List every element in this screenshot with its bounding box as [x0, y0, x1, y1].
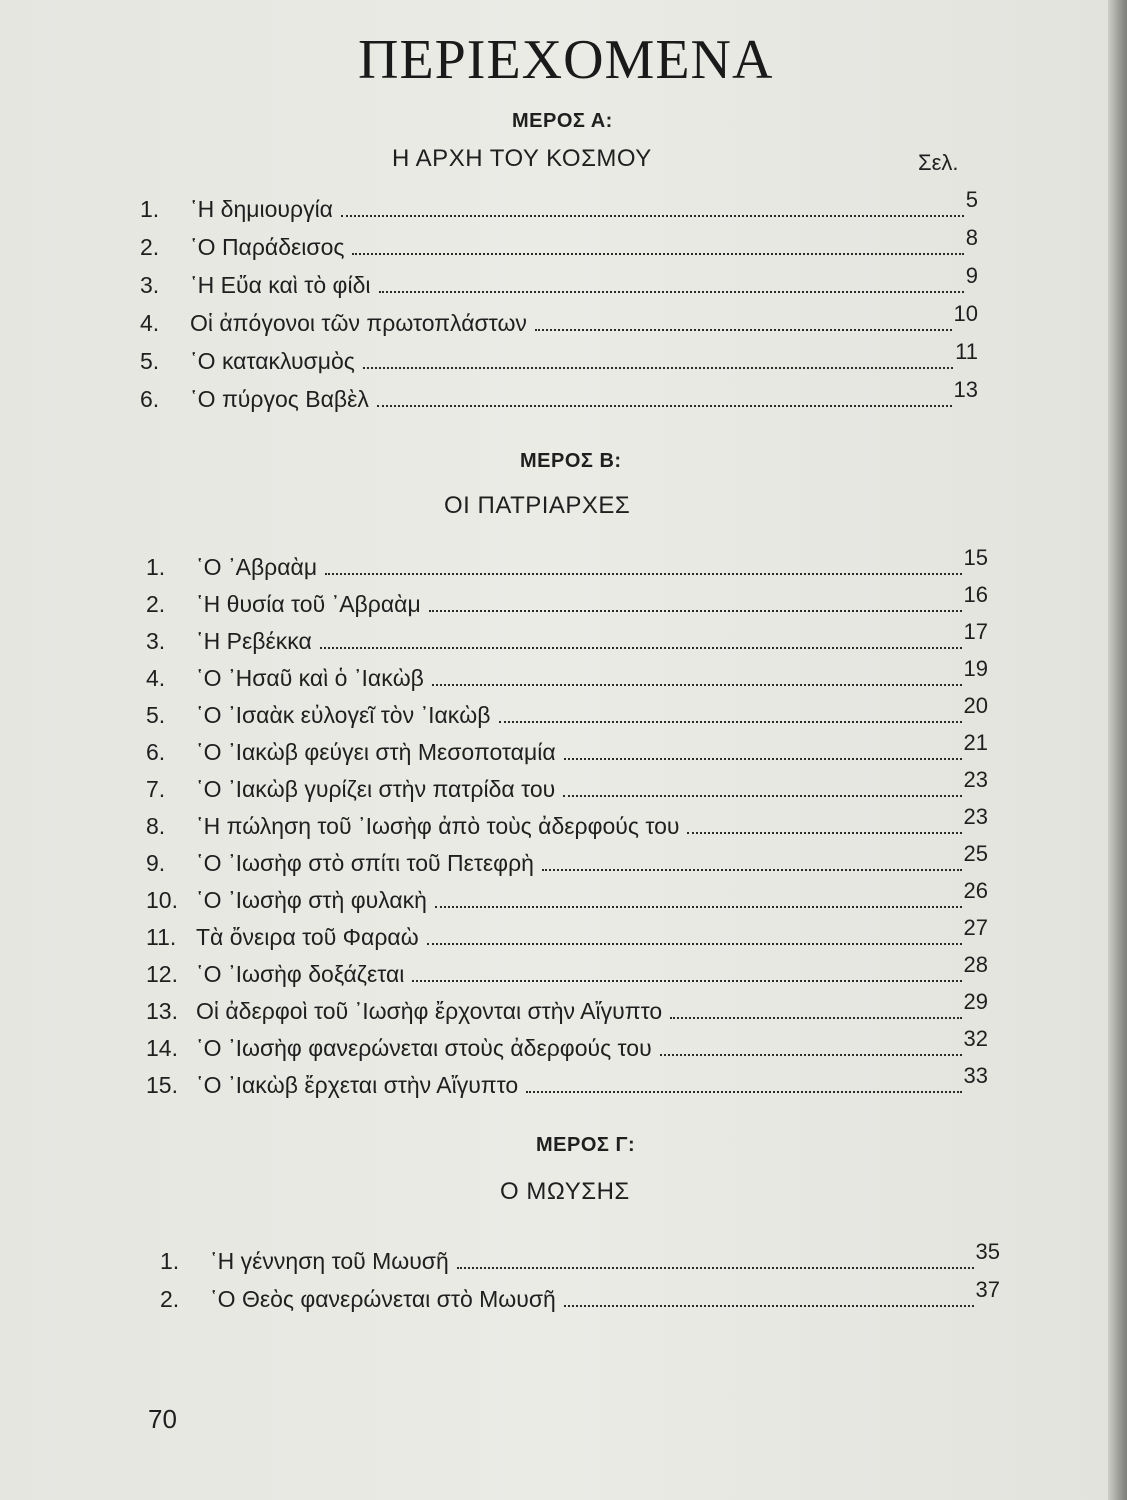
- toc-entry: [160, 1239, 1000, 1277]
- dot-leader: [379, 291, 964, 293]
- toc-entry-number: 11.: [146, 924, 177, 950]
- toc-entry-number: 1.: [160, 1248, 180, 1274]
- toc-entry: [146, 545, 988, 583]
- dot-leader: [535, 329, 952, 331]
- toc-entry: [146, 1063, 988, 1101]
- part-c-label: ΜΕΡΟΣ Γ:: [536, 1134, 636, 1156]
- toc-entry: [160, 1277, 1000, 1315]
- toc-entry: [146, 619, 988, 657]
- toc-entry-title: ῾Η γέννηση τοῦ Μωυσῆ: [210, 1248, 449, 1274]
- toc-entry: [146, 989, 988, 1027]
- toc-entry-title: ῾Η Εὔα καὶ τὸ φίδι: [190, 272, 371, 298]
- toc-entry-page: 11: [955, 339, 978, 364]
- dot-leader: [320, 647, 962, 649]
- toc-entry-page: 8: [965, 225, 978, 250]
- toc-entry-page: 29: [963, 989, 988, 1014]
- toc-entry: [140, 263, 978, 301]
- dot-leader: [499, 721, 962, 723]
- toc-entry-number: 5.: [140, 348, 160, 374]
- dot-leader: [352, 253, 963, 255]
- toc-entry-number: 6.: [140, 386, 160, 412]
- toc-entry-title: Τὰ ὄνειρα τοῦ Φαραὼ: [196, 924, 419, 950]
- toc-entry-title: ῾Η θυσία τοῦ ᾿Αβραὰμ: [196, 591, 421, 617]
- toc-entry-page: 20: [963, 693, 988, 718]
- toc-entry-title: ῾Ο ᾿Ιακὼβ ἔρχεται στὴν Αἴγυπτο: [196, 1072, 519, 1098]
- toc-entry-page: 33: [963, 1063, 988, 1088]
- toc-entry-title: ῾Η Ρεβέκκα: [196, 628, 312, 654]
- toc-entry-title: ῾Ο ᾿Ιωσὴφ φανερώνεται στοὺς ἀδερφούς του: [196, 1035, 652, 1061]
- dot-leader: [670, 1017, 961, 1019]
- toc-entry-title: ῾Ο Θεὸς φανερώνεται στὸ Μωυσῆ: [210, 1286, 556, 1312]
- dot-leader: [363, 367, 953, 369]
- toc-entry: [146, 841, 988, 879]
- toc-entry-title: ῾Ο ᾿Ιωσὴφ στὸ σπίτι τοῦ Πετεφρὴ: [196, 850, 534, 876]
- toc-entry-page: 5: [965, 187, 978, 212]
- toc-entry-number: 2.: [140, 234, 160, 260]
- dot-leader: [526, 1091, 961, 1093]
- toc-entry-number: 2.: [146, 591, 166, 617]
- page-column-label: Σελ.: [918, 150, 959, 175]
- dot-leader: [325, 573, 961, 575]
- toc-entry: [146, 767, 988, 805]
- dot-leader: [457, 1267, 974, 1269]
- toc-entry-page: 17: [963, 619, 988, 644]
- toc-entry-number: 10.: [146, 887, 178, 913]
- dot-leader: [660, 1054, 962, 1056]
- toc-entry-page: 32: [963, 1026, 988, 1051]
- toc-entry-page: 26: [963, 878, 988, 903]
- toc-entry-number: 12.: [146, 961, 178, 987]
- toc-entry-page: 27: [963, 915, 988, 940]
- toc-entry: [146, 915, 988, 953]
- toc-entry-title: ῾Η πώληση τοῦ ᾿Ιωσὴφ ἀπὸ τοὺς ἀδερφούς του: [196, 813, 680, 839]
- toc-entry-number: 14.: [146, 1035, 178, 1061]
- toc-entry-number: 4.: [140, 310, 160, 336]
- toc-entry: [140, 377, 978, 415]
- toc-entry-page: 28: [963, 952, 988, 977]
- page-edge: [1108, 0, 1127, 1500]
- toc-entry-title: ῾Ο ᾿Ιακὼβ φεύγει στὴ Μεσοποταμία: [196, 739, 556, 765]
- toc-entry-number: 5.: [146, 702, 166, 728]
- toc-entry: [146, 952, 988, 990]
- toc-entry: [140, 187, 978, 225]
- toc-entry: [146, 1026, 988, 1064]
- toc-entry-number: 6.: [146, 739, 166, 765]
- toc-entry-number: 15.: [146, 1072, 178, 1098]
- toc-entry-number: 4.: [146, 665, 166, 691]
- toc-entry-page: 35: [975, 1239, 1000, 1264]
- toc-entry-title: ῾Ο ᾿Ησαῦ καὶ ὁ ᾿Ιακὼβ: [196, 665, 424, 691]
- toc-entry: [146, 730, 988, 768]
- toc-entry-page: 15: [963, 545, 988, 570]
- toc-entry: [140, 225, 978, 263]
- dot-leader: [341, 215, 964, 217]
- toc-entry-page: 21: [963, 730, 988, 755]
- page-number: 70: [148, 1404, 177, 1434]
- toc-entry: [140, 339, 978, 377]
- toc-entry-title: ῾Ο ᾿Ισαὰκ εὐλογεῖ τὸν ᾿Ιακὼβ: [196, 702, 491, 728]
- toc-entry-page: 13: [953, 377, 978, 402]
- toc-entry-title: Οἱ ἀδερφοὶ τοῦ ᾿Ιωσὴφ ἔρχονται στὴν Αἴγυπτο: [196, 998, 663, 1024]
- toc-entry-page: 19: [963, 656, 988, 681]
- part-c-title: Ο ΜΩΥΣΗΣ: [500, 1178, 630, 1205]
- dot-leader: [432, 684, 962, 686]
- toc-entry: [140, 301, 978, 339]
- dot-leader: [377, 405, 952, 407]
- toc-entry-title: ῾Ο Παράδεισος: [190, 234, 345, 260]
- toc-entry: [146, 878, 988, 916]
- toc-entry-page: 37: [975, 1277, 1000, 1302]
- page-title: ΠΕΡΙΕΧΟΜΕΝΑ: [358, 29, 774, 91]
- toc-entry-number: 1.: [140, 196, 160, 222]
- dot-leader: [563, 795, 961, 797]
- toc-entry-page: 25: [963, 841, 988, 866]
- toc-entry-title: ῾Ο ᾿Αβραὰμ: [196, 554, 318, 580]
- dot-leader: [429, 610, 962, 612]
- toc-entry-number: 7.: [146, 776, 166, 802]
- part-a-title: Η ΑΡΧΗ ΤΟΥ ΚΟΣΜΟΥ: [392, 145, 652, 172]
- toc-entry-number: 8.: [146, 813, 166, 839]
- toc-entry: [146, 656, 988, 694]
- toc-entry-title: ῾Ο ᾿Ιωσὴφ στὴ φυλακὴ: [196, 887, 427, 913]
- toc-entry-page: 10: [953, 301, 978, 326]
- toc-entry-number: 13.: [146, 998, 178, 1024]
- toc-entry-title: ῾Ο ᾿Ιακὼβ γυρίζει στὴν πατρίδα του: [196, 776, 556, 802]
- toc-entry-number: 9.: [146, 850, 166, 876]
- toc-entry-title: ῾Η δημιουργία: [190, 196, 333, 222]
- toc-entry-number: 3.: [146, 628, 166, 654]
- toc-entry-title: ῾Ο πύργος Βαβὲλ: [190, 386, 369, 412]
- toc-entry: [146, 804, 988, 842]
- toc-entry-page: 23: [963, 804, 988, 829]
- dot-leader: [687, 832, 961, 834]
- toc-entry: [146, 582, 988, 620]
- part-a-label: ΜΕΡΟΣ Α:: [512, 110, 613, 132]
- toc-entry-page: 9: [965, 263, 978, 288]
- toc-entry-title: Οἱ ἀπόγονοι τῶν πρωτοπλάστων: [190, 310, 527, 336]
- toc-entry-title: ῾Ο ᾿Ιωσὴφ δοξάζεται: [196, 961, 405, 987]
- part-b-title: ΟΙ ΠΑΤΡΙΑΡΧΕΣ: [444, 492, 631, 519]
- part-b-label: ΜΕΡΟΣ Β:: [520, 450, 622, 472]
- toc-entry: [146, 693, 988, 731]
- dot-leader: [564, 1305, 974, 1307]
- toc-entry-page: 23: [963, 767, 988, 792]
- toc-entry-page: 16: [963, 582, 988, 607]
- toc-entry-number: 2.: [160, 1286, 180, 1312]
- dot-leader: [542, 869, 962, 871]
- dot-leader: [435, 906, 962, 908]
- dot-leader: [564, 758, 962, 760]
- dot-leader: [427, 943, 962, 945]
- dot-leader: [412, 980, 961, 982]
- toc-entry-number: 1.: [146, 554, 166, 580]
- toc-entry-number: 3.: [140, 272, 160, 298]
- toc-entry-title: ῾Ο κατακλυσμὸς: [190, 348, 355, 374]
